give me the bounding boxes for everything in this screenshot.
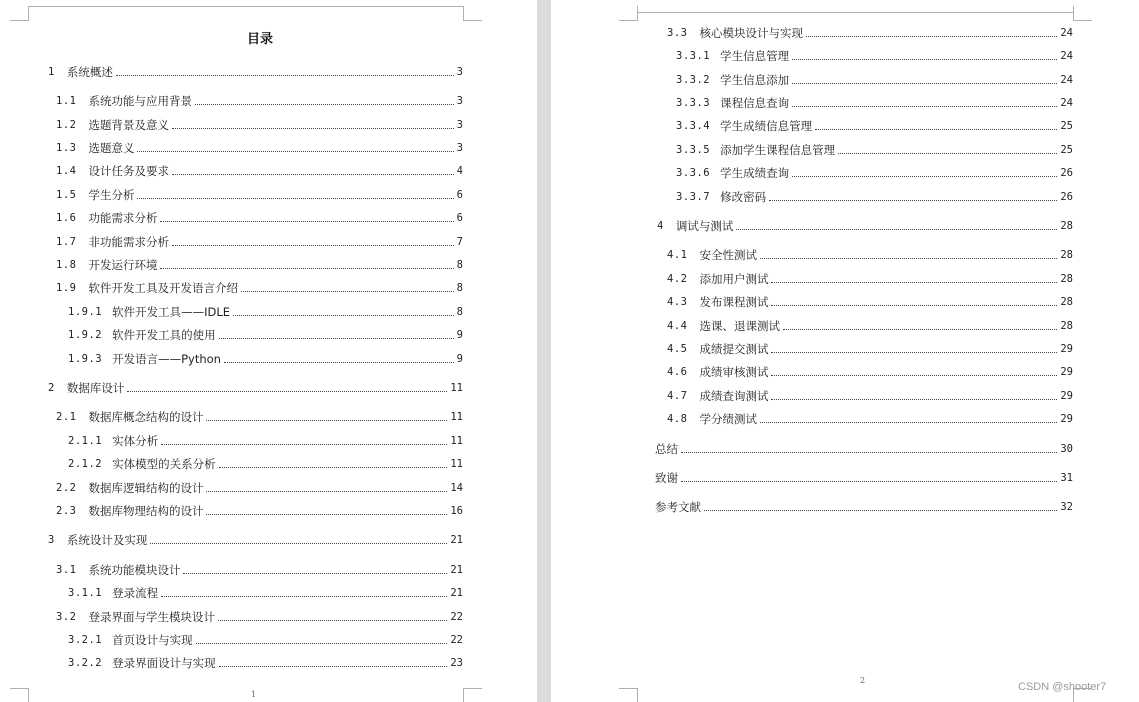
toc-entry: [56, 410, 463, 424]
dot-leader: [160, 268, 453, 269]
dot-leader: [792, 176, 1057, 177]
toc-entry-page: 24: [1060, 50, 1073, 62]
toc-entry-label: 系统功能模块设计: [88, 563, 181, 577]
page-number: 1: [251, 690, 257, 699]
toc-entry: [68, 434, 463, 448]
toc-entry-number: 1.1: [56, 95, 77, 107]
toc-entry-page: 24: [1060, 74, 1073, 86]
dot-leader: [806, 36, 1057, 37]
toc-entry-number: 2.2: [56, 482, 77, 494]
toc-entry-number: 4: [657, 220, 664, 232]
toc-entry-label: 首页设计与实现: [112, 633, 193, 647]
toc-entry-label: 选题背景及意义: [88, 118, 169, 132]
toc-entry-page: 8: [456, 282, 463, 294]
toc-entry-label: 登录流程: [112, 586, 159, 600]
toc-entry: [667, 389, 1073, 403]
toc-entry-page: 31: [1060, 472, 1073, 484]
toc-entry-number: 1.8: [56, 259, 77, 271]
toc-entry-label: 发布课程测试: [699, 295, 769, 309]
toc-entry: [657, 219, 1073, 233]
dot-leader: [219, 338, 454, 339]
toc-entry-page: 9: [456, 329, 463, 341]
page-gutter: [537, 0, 551, 702]
dot-leader: [206, 491, 447, 492]
dot-leader: [161, 596, 447, 597]
toc-entry-page: 21: [450, 534, 463, 546]
toc-entry-label: 选课、退课测试: [699, 319, 780, 333]
toc-entry-label: 学生信息添加: [720, 73, 790, 87]
dot-leader: [172, 128, 454, 129]
toc-entry: [667, 248, 1073, 262]
toc-entry-page: 29: [1060, 366, 1073, 378]
toc-entry-number: 3.1.1: [68, 587, 103, 599]
crop-mark: [619, 688, 638, 702]
toc-entry-number: 1.4: [56, 165, 77, 177]
toc-entry-number: 3.3.7: [676, 191, 711, 203]
toc-entry-label: 学生信息管理: [720, 49, 790, 63]
crop-mark: [637, 12, 1073, 13]
toc-entry-label: 学生成绩查询: [720, 166, 790, 180]
dot-leader: [196, 643, 448, 644]
toc-entry-label: 学分绩测试: [699, 412, 757, 426]
toc-entry-page: 29: [1060, 343, 1073, 355]
toc-entry: [655, 471, 1073, 485]
toc-entry-page: 14: [450, 482, 463, 494]
toc-entry-page: 6: [456, 212, 463, 224]
crop-mark: [463, 688, 482, 702]
toc-entry-number: 1.3: [56, 142, 77, 154]
toc-entry: [56, 481, 463, 495]
toc-entry-number: 1.9.3: [68, 353, 103, 365]
toc-entry-number: 3.2: [56, 611, 77, 623]
dot-leader: [783, 329, 1057, 330]
toc-entry-label: 设计任务及要求: [88, 164, 169, 178]
toc-entry: [56, 211, 463, 225]
toc-entry-page: 22: [450, 634, 463, 646]
toc-entry-label: 开发语言——Python: [112, 352, 221, 366]
toc-entry-number: 2.3: [56, 505, 77, 517]
toc-entry-number: 3.3.5: [676, 144, 711, 156]
dot-leader: [769, 200, 1057, 201]
dot-leader: [771, 375, 1057, 376]
toc-entry-page: 7: [456, 236, 463, 248]
toc-entry: [667, 26, 1073, 40]
dot-leader: [792, 106, 1057, 107]
toc-entry-page: 6: [456, 189, 463, 201]
toc-entry: [68, 328, 463, 342]
toc-entry-page: 25: [1060, 120, 1073, 132]
dot-leader: [206, 420, 447, 421]
toc-entry-page: 30: [1060, 443, 1073, 455]
dot-leader: [815, 129, 1057, 130]
toc-entry: [667, 365, 1073, 379]
toc-entry-label: 非功能需求分析: [88, 235, 169, 249]
toc-entry-page: 11: [450, 435, 463, 447]
dot-leader: [150, 543, 447, 544]
toc-entry-page: 21: [450, 564, 463, 576]
toc-entry-page: 29: [1060, 390, 1073, 402]
toc-entry-label: 数据库设计: [66, 381, 125, 395]
toc-entry-number: 3.3.3: [676, 97, 711, 109]
toc-entry: [667, 412, 1073, 426]
crop-mark: [10, 688, 29, 702]
toc-entry: [676, 190, 1073, 204]
toc-entry-page: 23: [450, 657, 463, 669]
toc-entry: [56, 235, 463, 249]
toc-entry-number: 1.2: [56, 119, 77, 131]
toc-entry-number: 3: [48, 534, 55, 546]
toc-entry: [676, 73, 1073, 87]
crop-mark: [1073, 6, 1092, 21]
toc-entry-label: 成绩提交测试: [699, 342, 769, 356]
dot-leader: [116, 75, 454, 76]
dot-leader: [137, 151, 453, 152]
toc-entry-label: 添加用户测试: [699, 272, 769, 286]
dot-leader: [195, 104, 454, 105]
toc-entry-page: 28: [1060, 296, 1073, 308]
toc-entry-label: 核心模块设计与实现: [699, 26, 803, 40]
toc-entry: [667, 319, 1073, 333]
document-page-2: [551, 0, 1139, 702]
toc-entry: [48, 381, 463, 395]
crop-mark: [463, 6, 482, 21]
toc-entry: [667, 342, 1073, 356]
toc-entry-page: 11: [450, 411, 463, 423]
dot-leader: [224, 362, 454, 363]
toc-entry-page: 16: [450, 505, 463, 517]
toc-entry-number: 3.2.2: [68, 657, 103, 669]
toc-entry-page: 28: [1060, 249, 1073, 261]
toc-entry-page: 3: [456, 95, 463, 107]
toc-entry: [655, 500, 1073, 514]
toc-entry: [56, 188, 463, 202]
toc-entry: [68, 586, 463, 600]
toc-entry-label: 开发运行环境: [88, 258, 158, 272]
toc-entry: [676, 49, 1073, 63]
toc-entry: [68, 305, 463, 319]
toc-entry-page: 28: [1060, 220, 1073, 232]
toc-entry: [667, 272, 1073, 286]
toc-entry-number: 1.6: [56, 212, 77, 224]
toc-entry-label: 添加学生课程信息管理: [720, 143, 836, 157]
toc-entry-page: 26: [1060, 167, 1073, 179]
toc-entry-label: 选题意义: [88, 141, 135, 155]
crop-mark: [28, 6, 463, 7]
toc-entry-label: 系统设计及实现: [66, 533, 148, 547]
toc-title: 目录: [246, 32, 273, 47]
toc-entry-number: 2.1: [56, 411, 77, 423]
dot-leader: [161, 444, 447, 445]
dot-leader: [771, 399, 1057, 400]
toc-entry-number: 1: [48, 66, 55, 78]
toc-entry: [56, 164, 463, 178]
toc-entry-page: 24: [1060, 97, 1073, 109]
toc-entry-label: 数据库逻辑结构的设计: [88, 481, 204, 495]
toc-entry-number: 2.1.2: [68, 458, 103, 470]
dot-leader: [172, 245, 454, 246]
toc-entry-label: 致谢: [655, 471, 678, 485]
toc-entry-label: 成绩查询测试: [699, 389, 769, 403]
toc-entry-label: 学生成绩信息管理: [720, 119, 813, 133]
toc-entry-label: 软件开发工具及开发语言介绍: [88, 281, 238, 295]
toc-entry-page: 29: [1060, 413, 1073, 425]
toc-entry-number: 1.9: [56, 282, 77, 294]
toc-entry-number: 1.9.2: [68, 329, 103, 341]
toc-entry-number: 3.3: [667, 27, 688, 39]
toc-entry-page: 8: [456, 306, 463, 318]
toc-entry-label: 系统功能与应用背景: [88, 94, 192, 108]
toc-entry-page: 24: [1060, 27, 1073, 39]
toc-entry-page: 21: [450, 587, 463, 599]
document-page-1: [0, 0, 537, 702]
toc-entry-number: 3.3.1: [676, 50, 711, 62]
toc-entry: [676, 119, 1073, 133]
dot-leader: [792, 83, 1057, 84]
toc-entry: [56, 563, 463, 577]
toc-entry-number: 4.4: [667, 320, 688, 332]
toc-entry: [655, 442, 1073, 456]
toc-entry: [676, 143, 1073, 157]
toc-entry-number: 3.3.6: [676, 167, 711, 179]
dot-leader: [792, 59, 1057, 60]
toc-entry-label: 总结: [655, 442, 678, 456]
dot-leader: [704, 510, 1057, 511]
toc-entry: [56, 610, 463, 624]
toc-entry-number: 4.5: [667, 343, 688, 355]
dot-leader: [219, 666, 448, 667]
toc-entry-number: 4.8: [667, 413, 688, 425]
toc-entry-label: 成绩审核测试: [699, 365, 769, 379]
dot-leader: [760, 258, 1057, 259]
toc-entry-page: 3: [456, 119, 463, 131]
toc-entry-page: 3: [456, 142, 463, 154]
toc-entry-label: 软件开发工具——IDLE: [112, 305, 231, 319]
toc-entry-number: 3.2.1: [68, 634, 103, 646]
dot-leader: [160, 221, 453, 222]
watermark: CSDN @shooter7: [1018, 681, 1107, 693]
toc-entry-label: 调试与测试: [675, 219, 734, 233]
toc-entry: [56, 118, 463, 132]
toc-entry-label: 安全性测试: [699, 248, 757, 262]
toc-entry-label: 登录界面设计与实现: [112, 656, 216, 670]
toc-entry-number: 1.7: [56, 236, 77, 248]
toc-entry-label: 课程信息查询: [720, 96, 790, 110]
toc-entry-label: 登录界面与学生模块设计: [88, 610, 215, 624]
toc-entry: [68, 656, 463, 670]
dot-leader: [233, 315, 454, 316]
dot-leader: [681, 452, 1057, 453]
toc-entry-number: 1.5: [56, 189, 77, 201]
toc-entry-label: 实体分析: [112, 434, 159, 448]
toc-entry: [56, 141, 463, 155]
toc-entry-label: 参考文献: [655, 500, 701, 514]
dot-leader: [127, 391, 447, 392]
toc-entry-number: 4.7: [667, 390, 688, 402]
toc-entry-page: 11: [450, 382, 463, 394]
toc-entry: [48, 533, 463, 547]
dot-leader: [206, 514, 447, 515]
toc-entry-number: 3.1: [56, 564, 77, 576]
dot-leader: [771, 352, 1057, 353]
toc-entry-number: 3.3.4: [676, 120, 711, 132]
toc-entry-label: 实体模型的关系分析: [112, 457, 216, 471]
toc-entry-page: 26: [1060, 191, 1073, 203]
toc-entry: [56, 281, 463, 295]
toc-entry: [56, 94, 463, 108]
toc-entry: [667, 295, 1073, 309]
toc-entry-page: 25: [1060, 144, 1073, 156]
dot-leader: [681, 481, 1057, 482]
crop-mark: [10, 6, 29, 21]
page-number: 2: [860, 676, 866, 685]
toc-entry-page: 3: [456, 66, 463, 78]
toc-entry-label: 修改密码: [720, 190, 767, 204]
toc-entry-label: 功能需求分析: [88, 211, 158, 225]
dot-leader: [241, 291, 454, 292]
toc-entry-number: 4.1: [667, 249, 688, 261]
toc-entry-page: 11: [450, 458, 463, 470]
toc-entry: [68, 352, 463, 366]
toc-entry: [56, 258, 463, 272]
toc-entry-number: 4.3: [667, 296, 688, 308]
toc-entry: [56, 504, 463, 518]
toc-entry-page: 32: [1060, 501, 1073, 513]
toc-entry-label: 系统概述: [66, 65, 113, 79]
toc-entry-page: 28: [1060, 273, 1073, 285]
toc-entry-label: 学生分析: [88, 188, 135, 202]
toc-entry-number: 2.1.1: [68, 435, 103, 447]
dot-leader: [771, 305, 1057, 306]
dot-leader: [183, 573, 447, 574]
toc-entry: [48, 65, 463, 79]
dot-leader: [838, 153, 1057, 154]
dot-leader: [172, 174, 454, 175]
dot-leader: [137, 198, 453, 199]
dot-leader: [760, 422, 1057, 423]
toc-entry-page: 4: [456, 165, 463, 177]
toc-entry: [68, 633, 463, 647]
toc-entry-page: 28: [1060, 320, 1073, 332]
dot-leader: [736, 229, 1057, 230]
toc-entry-label: 数据库概念结构的设计: [88, 410, 204, 424]
toc-entry: [676, 166, 1073, 180]
toc-entry: [68, 457, 463, 471]
dot-leader: [219, 467, 448, 468]
toc-entry-number: 1.9.1: [68, 306, 103, 318]
toc-entry-number: 3.3.2: [676, 74, 711, 86]
toc-entry-number: 4.6: [667, 366, 688, 378]
toc-entry: [676, 96, 1073, 110]
toc-entry-page: 9: [456, 353, 463, 365]
crop-mark: [619, 6, 638, 21]
dot-leader: [218, 620, 447, 621]
toc-entry-page: 22: [450, 611, 463, 623]
toc-entry-label: 软件开发工具的使用: [112, 328, 216, 342]
toc-entry-number: 4.2: [667, 273, 688, 285]
dot-leader: [771, 282, 1057, 283]
toc-entry-page: 8: [456, 259, 463, 271]
toc-entry-label: 数据库物理结构的设计: [88, 504, 204, 518]
toc-entry-number: 2: [48, 382, 55, 394]
